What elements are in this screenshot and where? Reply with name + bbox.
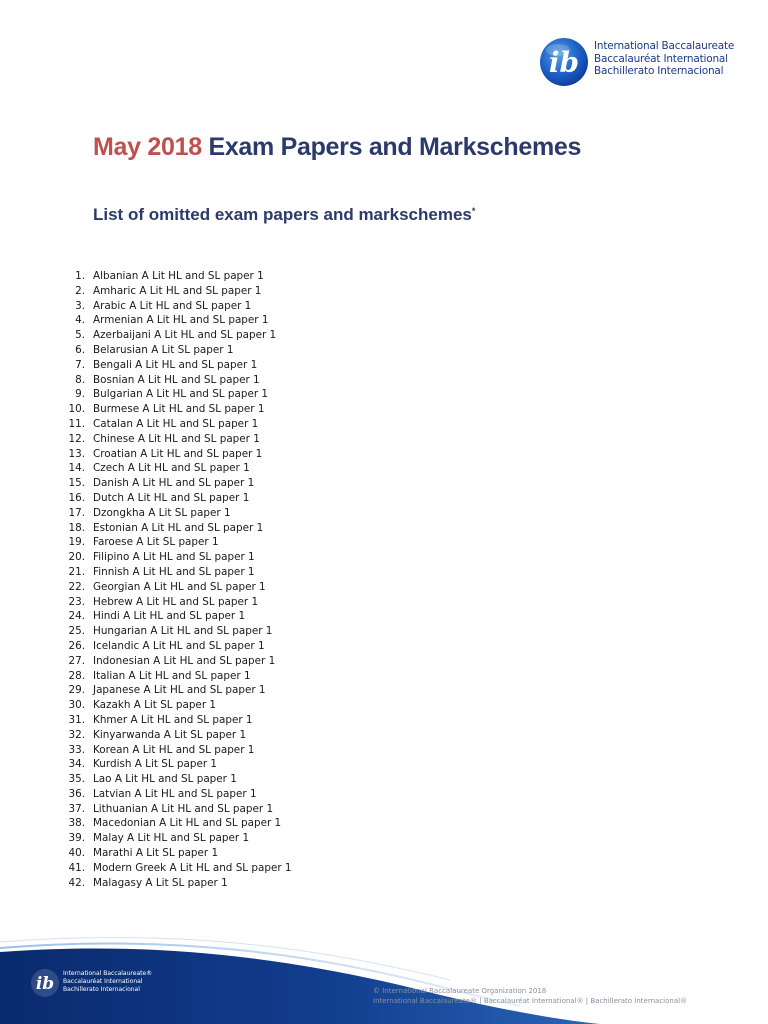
list-item-text: Kurdish A Lit SL paper 1: [93, 758, 218, 771]
footnote-marker: *: [471, 206, 476, 216]
list-item-text: Croatian A Lit HL and SL paper 1: [93, 447, 263, 460]
footer: [0, 920, 768, 1024]
list-item-text: Albanian A Lit HL and SL paper 1: [93, 270, 264, 282]
list-item-number: 10.: [68, 403, 85, 416]
list-item-text: Indonesian A Lit HL and SL paper 1: [93, 654, 276, 667]
list-item-text: Burmese A Lit HL and SL paper 1: [93, 403, 265, 416]
list-item-number: 21.: [68, 565, 85, 578]
list-item-number: 15.: [68, 477, 85, 490]
list-item-text: Bengali A Lit HL and SL paper 1: [93, 358, 258, 371]
footer-org-name-es: Bachillerato Internacional: [63, 986, 140, 993]
list-item-text: Hungarian A Lit HL and SL paper 1: [93, 625, 273, 638]
list-item-text: Malay A Lit HL and SL paper 1: [93, 832, 250, 845]
list-item-text: Danish A Lit HL and SL paper 1: [93, 477, 255, 490]
list-item-text: Khmer A Lit HL and SL paper 1: [93, 713, 253, 726]
subtitle-text: List of omitted exam papers and markschemes: [93, 205, 472, 224]
list-item-text: Chinese A Lit HL and SL paper 1: [93, 432, 260, 445]
list-item-text: Filipino A Lit HL and SL paper 1: [93, 551, 255, 564]
list-item-text: Italian A Lit HL and SL paper 1: [93, 669, 251, 682]
list-item-number: 27.: [68, 654, 85, 667]
ib-footer-seal-icon: [30, 968, 60, 998]
list-item-number: 18.: [68, 521, 85, 534]
title-rest: Exam Papers and Markschemes: [201, 133, 582, 161]
list-item-number: 28.: [68, 669, 85, 682]
list-item-text: Korean A Lit HL and SL paper 1: [93, 743, 255, 756]
list-item-text: Japanese A Lit HL and SL paper 1: [93, 684, 266, 697]
list-item-number: 35.: [68, 773, 85, 786]
list-item-text: Faroese A Lit SL paper 1: [93, 536, 219, 549]
list-item-number: 1.: [75, 270, 85, 282]
list-item-number: 29.: [68, 684, 85, 697]
list-item-number: 13.: [68, 447, 85, 460]
list-item-text: Hindi A Lit HL and SL paper 1: [93, 610, 246, 623]
list-item-number: 4.: [75, 314, 85, 327]
list-item-number: 40.: [68, 847, 85, 860]
footer-seal-letters: ib: [35, 974, 55, 994]
title-date: May 2018: [93, 133, 202, 161]
list-item-text: Finnish A Lit HL and SL paper 1: [93, 565, 255, 578]
list-item-text: Malagasy A Lit SL paper 1: [93, 876, 228, 889]
list-item-text: Bosnian A Lit HL and SL paper 1: [93, 373, 260, 386]
list-item-number: 32.: [68, 728, 85, 741]
list-item-number: 42.: [68, 876, 85, 889]
list-item-number: 14.: [68, 462, 85, 475]
list-item-text: Marathi A Lit SL paper 1: [93, 847, 219, 860]
list-item-number: 20.: [68, 551, 85, 564]
list-item-text: Kinyarwanda A Lit SL paper 1: [93, 728, 247, 741]
list-item-number: 34.: [68, 758, 85, 771]
list-item-text: Georgian A Lit HL and SL paper 1: [93, 580, 266, 593]
list-item-text: Belarusian A Lit SL paper 1: [93, 343, 234, 356]
list-item-number: 38.: [68, 817, 85, 830]
list-item-text: Azerbaijani A Lit HL and SL paper 1: [93, 329, 277, 342]
list-item-text: Icelandic A Lit HL and SL paper 1: [93, 639, 265, 652]
list-item-number: 41.: [68, 861, 85, 874]
list-item-text: Lithuanian A Lit HL and SL paper 1: [93, 802, 274, 815]
list-item-number: 17.: [68, 506, 85, 519]
copyright-line-1: © International Baccalaureate Organization 2018: [373, 987, 547, 995]
list-item-text: Arabic A Lit HL and SL paper 1: [93, 299, 252, 312]
list-item-number: 26.: [68, 639, 85, 652]
list-item-number: 22.: [68, 580, 85, 593]
ib-footer-logo: [30, 968, 152, 998]
ib-header-logo: [538, 36, 734, 88]
list-item-text: Amharic A Lit HL and SL paper 1: [93, 284, 262, 297]
list-item-text: Kazakh A Lit SL paper 1: [93, 699, 217, 712]
ib-seal-letters: ib: [548, 46, 580, 79]
list-item-text: Czech A Lit HL and SL paper 1: [93, 462, 250, 475]
list-item-text: Dutch A Lit HL and SL paper 1: [93, 491, 250, 504]
list-item-text: Catalan A Lit HL and SL paper 1: [93, 417, 259, 430]
list-item-number: 16.: [68, 491, 85, 504]
footer-org-name-fr: Baccalauréat International: [63, 978, 143, 985]
list-item-number: 3.: [75, 299, 85, 312]
list-item-number: 39.: [68, 832, 85, 845]
footer-org-name-en: International Baccalaureate®: [63, 970, 153, 977]
page-title: [93, 133, 581, 162]
list-item-number: 36.: [68, 787, 85, 800]
list-item-text: Bulgarian A Lit HL and SL paper 1: [93, 388, 269, 401]
list-item-number: 30.: [68, 699, 85, 712]
list-item-text: Macedonian A Lit HL and SL paper 1: [93, 817, 282, 830]
list-item-number: 7.: [75, 358, 85, 371]
page-subtitle: [93, 205, 475, 225]
org-name-fr: Baccalauréat International: [594, 52, 728, 65]
list-item-number: 9.: [75, 388, 85, 401]
copyright-notice: [373, 986, 687, 1006]
list-item-text: Armenian A Lit HL and SL paper 1: [93, 314, 269, 327]
org-name-es: Bachillerato Internacional: [594, 65, 724, 77]
list-item-text: Dzongkha A Lit SL paper 1: [93, 506, 231, 519]
list-item-number: 8.: [75, 373, 85, 386]
org-name-en: International Baccalaureate: [594, 40, 735, 52]
list-item-text: Hebrew A Lit HL and SL paper 1: [93, 595, 259, 608]
list-item-number: 11.: [68, 417, 85, 430]
list-item-text: Latvian A Lit HL and SL paper 1: [93, 787, 257, 800]
list-item-text: Modern Greek A Lit HL and SL paper 1: [93, 861, 292, 874]
copyright-line-2: International Baccalaureate® | Baccalauréat International® | Bachillerato Internacional®: [373, 997, 688, 1005]
list-item-number: 23.: [68, 595, 85, 608]
footer-org-names: [63, 970, 152, 994]
org-names: [594, 40, 734, 78]
list-item-number: 25.: [68, 625, 85, 638]
list-item-text: Estonian A Lit HL and SL paper 1: [93, 521, 264, 534]
list-item-number: 6.: [75, 343, 85, 356]
ib-seal-icon: [538, 36, 590, 88]
list-item-number: 24.: [68, 610, 85, 623]
list-item-number: 19.: [68, 536, 85, 549]
list-item-number: 2.: [75, 284, 85, 297]
list-item-number: 12.: [68, 432, 85, 445]
list-item-number: 33.: [68, 743, 85, 756]
list-item-number: 31.: [68, 713, 85, 726]
list-item-text: Lao A Lit HL and SL paper 1: [93, 773, 237, 786]
list-item-number: 5.: [75, 329, 85, 342]
list-item-number: 37.: [68, 802, 85, 815]
